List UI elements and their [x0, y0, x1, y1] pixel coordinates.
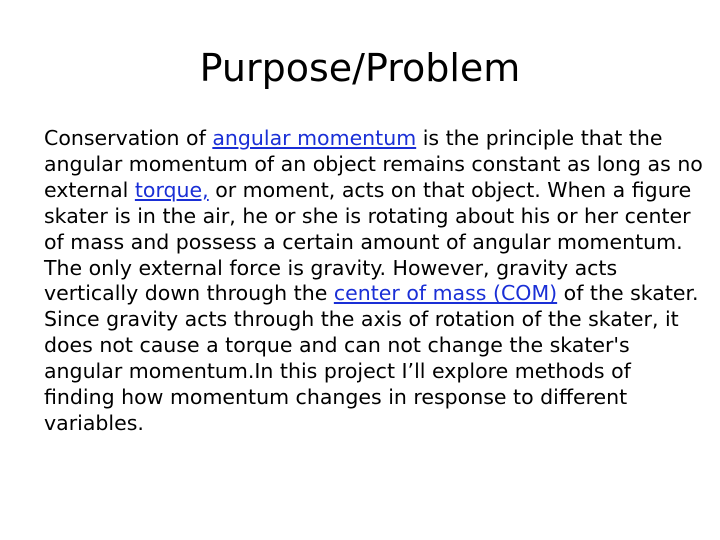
- body-paragraph: [44, 126, 704, 437]
- body-text-segment: or moment, acts on that object. When a figure skater is in the air, he or she is rotating about his or her center of mass and possess a certain amount of angular momentum. The only external force is gravity. However, gravity acts vertically down through the: [44, 177, 692, 306]
- page-title: Purpose/Problem: [199, 46, 521, 90]
- torque-link[interactable]: torque,: [134, 177, 209, 202]
- body-text-segment: is the principle that the angular momentum of an object remains constant as long as no external: [44, 126, 703, 202]
- angular-momentum-link[interactable]: angular momentum: [212, 126, 417, 150]
- body-text-segment: of the skater. Since gravity acts through the axis of rotation of the skater, it does not cause a torque and can not change the skater's angular momentum.In this project I’ll explore methods of finding how momentum changes in response to different variables.: [44, 281, 699, 435]
- body-text-segment: Conservation of: [44, 126, 213, 150]
- center-of-mass-link[interactable]: center of mass (COM): [333, 281, 558, 306]
